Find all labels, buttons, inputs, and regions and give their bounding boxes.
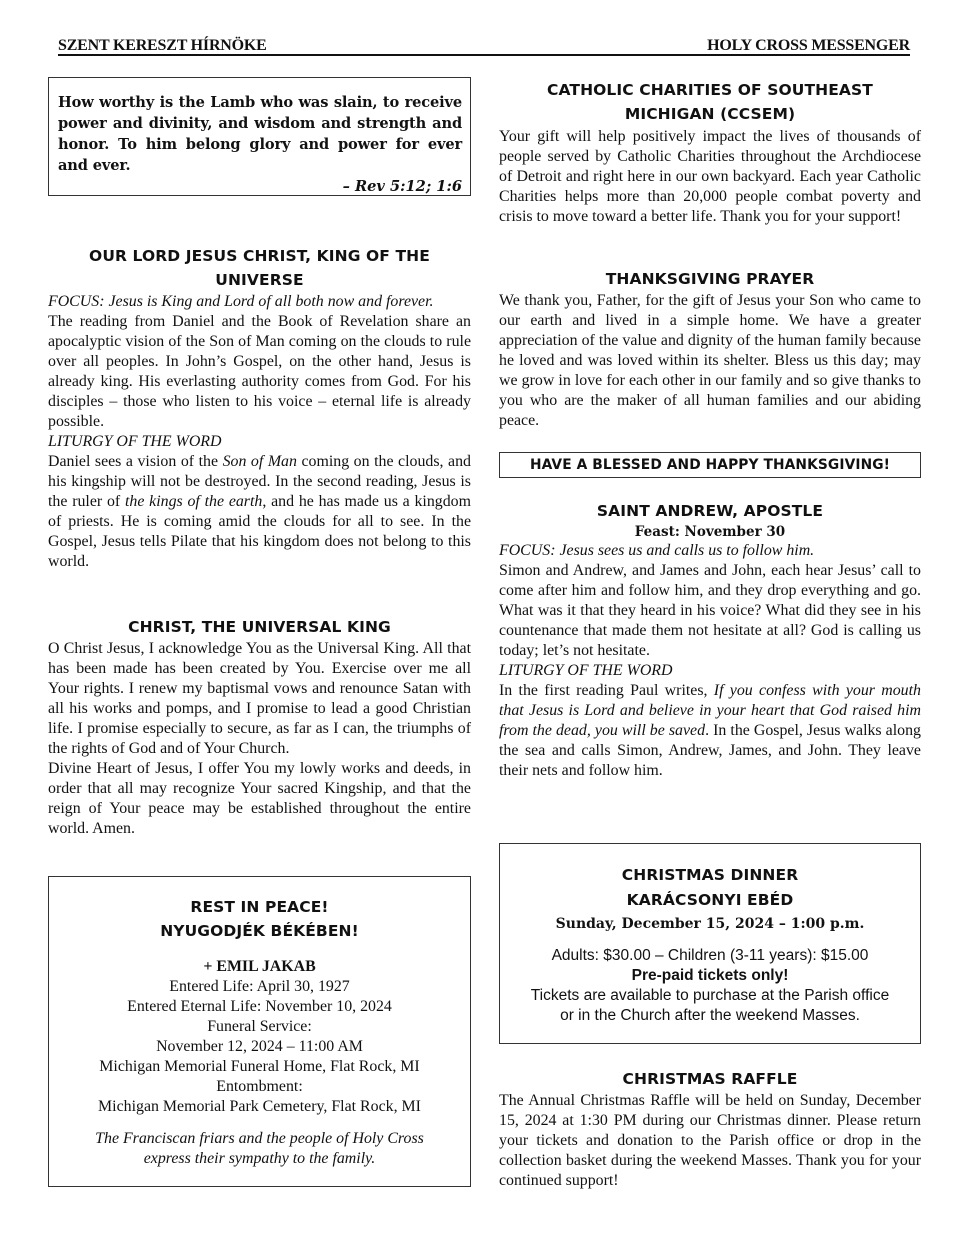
thanksgiving-prayer-body: We thank you, Father, for the gift of Jesus your Son who came to our earth and lived in a simple home. We have a greater appreciation of the value and dignity of the human family because he loved and was loved within its shelter. Bless us this day; may we grow in love for each other in our family and so give thanks to you who are the maker of all human families and our abiding peace. bbox=[499, 292, 921, 429]
liturgy-text-part: , and he has made us a kingdom of priests. He is coming amid the clouds for all to see. In the Gospel, Jesus tells Pilate that his kingdom does not belong to this world. bbox=[48, 493, 471, 570]
liturgy-text-part: coming on the clouds, and his kingship will not be destroyed. In the second reading, Jesus is the ruler of bbox=[48, 453, 471, 510]
ccsem-heading: CATHOLIC CHARITIES OF SOUTHEAST MICHIGAN (CCSEM) bbox=[547, 81, 873, 123]
christmas-raffle-section bbox=[499, 1067, 921, 1191]
entombment-location: Michigan Memorial Park Cemetery, Flat Rock, MI bbox=[98, 1098, 421, 1115]
page-header bbox=[58, 36, 910, 56]
saint-andrew-feast-date: Feast: November 30 bbox=[634, 524, 786, 540]
christmas-dinner-date: Sunday, December 15, 2024 – 1:00 p.m. bbox=[555, 916, 865, 932]
rest-in-peace-box bbox=[48, 876, 471, 1187]
christmas-raffle-heading: CHRISTMAS RAFFLE bbox=[622, 1070, 798, 1088]
ticket-info-line-2: or in the Church after the weekend Masses. bbox=[560, 1007, 860, 1024]
birth-date: Entered Life: April 30, 1927 bbox=[169, 978, 350, 995]
universal-king-paragraph-1: O Christ Jesus, I acknowledge You as the Universal King. All that has been made has been created by You. Exercise over me all Your rights. I renew my baptismal vows and renounce Satan with all his works and pomps, and I promise to lead a good Christian life. I promise especially to secure, as far as I can, the triumphs of the rights of God and of Your Church. bbox=[48, 640, 471, 757]
universal-king-section bbox=[48, 615, 471, 839]
sympathy-message bbox=[49, 1129, 470, 1169]
sympathy-line-2: express their sympathy to the family. bbox=[143, 1150, 376, 1167]
christmas-dinner-box bbox=[499, 843, 921, 1044]
christ-king-section bbox=[48, 244, 471, 572]
thanksgiving-prayer-section bbox=[499, 267, 921, 431]
universal-king-paragraph-2: Divine Heart of Jesus, I offer You my lowly works and deeds, in order that all may recognize Your sacred Kingship, and that the reign of Your peace may be established throughout the entire world. Amen. bbox=[48, 760, 471, 837]
thanksgiving-prayer-heading: THANKSGIVING PRAYER bbox=[605, 270, 815, 288]
saint-andrew-liturgy-label: LITURGY OF THE WORD bbox=[499, 662, 673, 679]
scripture-reference: – Rev 5:12; 1:6 bbox=[342, 178, 462, 195]
header-title-english: HOLY CROSS MESSENGER bbox=[707, 37, 910, 54]
deceased-name: + EMIL JAKAB bbox=[203, 958, 316, 975]
christmas-dinner-heading-hungarian: KARÁCSONYI EBÉD bbox=[626, 891, 794, 909]
rip-heading-english: REST IN PEACE! bbox=[190, 898, 329, 916]
prepaid-notice: Pre-paid tickets only! bbox=[631, 967, 789, 984]
christ-king-liturgy-label: LITURGY OF THE WORD bbox=[48, 433, 222, 450]
saint-andrew-liturgy-text bbox=[499, 681, 921, 781]
christmas-dinner-heading-english: CHRISTMAS DINNER bbox=[621, 866, 799, 884]
header-title-hungarian: SZENT KERESZT HÍRNÖKE bbox=[58, 37, 267, 54]
rip-heading-hungarian: NYUGODJÉK BÉKÉBEN! bbox=[160, 922, 359, 940]
ticket-info-line-1: Tickets are available to purchase at the Parish office bbox=[530, 987, 890, 1004]
ccsem-section bbox=[499, 78, 921, 227]
liturgy-text-emphasis: Son of Man bbox=[222, 453, 297, 470]
scripture-quote-text: How worthy is the Lamb who was slain, to receive power and divinity, and wisdom and strength and honor. To him belong glory and power for ever and ever. bbox=[58, 94, 462, 174]
funeral-datetime: November 12, 2024 – 11:00 AM bbox=[156, 1038, 363, 1055]
saint-andrew-intro: Simon and Andrew, and James and John, each hear Jesus’ call to come after him and follow him, and they drop everything and go. What was it that they heard in his voice? What did they see in his countenance that made them not hesitate at all? God is calling us today; let’s not hesitate. bbox=[499, 562, 921, 659]
christ-king-focus: FOCUS: Jesus is King and Lord of all both now and forever. bbox=[48, 293, 434, 310]
christ-king-intro: The reading from Daniel and the Book of Revelation share an apocalyptic vision of the Son of Man coming on the clouds to rule over all peoples. In John’s Gospel, on the other hand, Jesus is already king. His everlasting authority comes from God. For his disciples – those who listen to his voice – eternal life is already possible. bbox=[48, 313, 471, 430]
death-date: Entered Eternal Life: November 10, 2024 bbox=[127, 998, 392, 1015]
saint-andrew-heading: SAINT ANDREW, APOSTLE bbox=[596, 502, 824, 520]
funeral-location: Michigan Memorial Funeral Home, Flat Rock, MI bbox=[99, 1058, 420, 1075]
saint-andrew-section bbox=[499, 499, 921, 781]
universal-king-heading: CHRIST, THE UNIVERSAL KING bbox=[128, 618, 391, 636]
liturgy-text-part: In the first reading Paul writes, bbox=[499, 682, 714, 699]
liturgy-text-emphasis: If you confess with your mouth that Jesus is Lord and believe in your heart that God raised him from the dead, you will be saved bbox=[499, 682, 921, 739]
saint-andrew-focus: FOCUS: Jesus sees us and calls us to follow him. bbox=[499, 542, 815, 559]
liturgy-text-part: . In the Gospel, Jesus walks along the sea and calls Simon, Andrew, James, and John. They leave their nets and follow him. bbox=[499, 722, 921, 779]
sympathy-line-1: The Franciscan friars and the people of Holy Cross bbox=[95, 1130, 424, 1147]
christ-king-heading: OUR LORD JESUS CHRIST, KING OF THE UNIVERSE bbox=[89, 247, 430, 289]
thanksgiving-banner: HAVE A BLESSED AND HAPPY THANKSGIVING! bbox=[499, 452, 921, 478]
scripture-quote-box bbox=[48, 77, 471, 196]
entombment-label: Entombment: bbox=[216, 1078, 303, 1095]
funeral-label: Funeral Service: bbox=[207, 1018, 312, 1035]
christmas-raffle-body: The Annual Christmas Raffle will be held on Sunday, December 15, 2024 at 1:30 PM during our Christmas dinner. Please return your tickets and donation to the Parish office or drop in the collection basket during the weekend Masses. Thank you for your continued support! bbox=[499, 1092, 921, 1189]
liturgy-text-emphasis: the kings of the earth bbox=[124, 493, 263, 510]
christmas-dinner-prices: Adults: $30.00 – Children (3-11 years): $15.00 bbox=[551, 947, 869, 964]
liturgy-text-part: Daniel sees a vision of the bbox=[48, 453, 223, 470]
ccsem-body: Your gift will help positively impact the lives of thousands of people served by Catholic Charities throughout the Archdiocese of Detroit and right here in our own backyard. Each year Catholic Charities helps more than 20,000 people combat poverty and crisis to move toward a better life. Thank you for your support! bbox=[499, 128, 921, 225]
christ-king-liturgy-text bbox=[48, 452, 471, 572]
